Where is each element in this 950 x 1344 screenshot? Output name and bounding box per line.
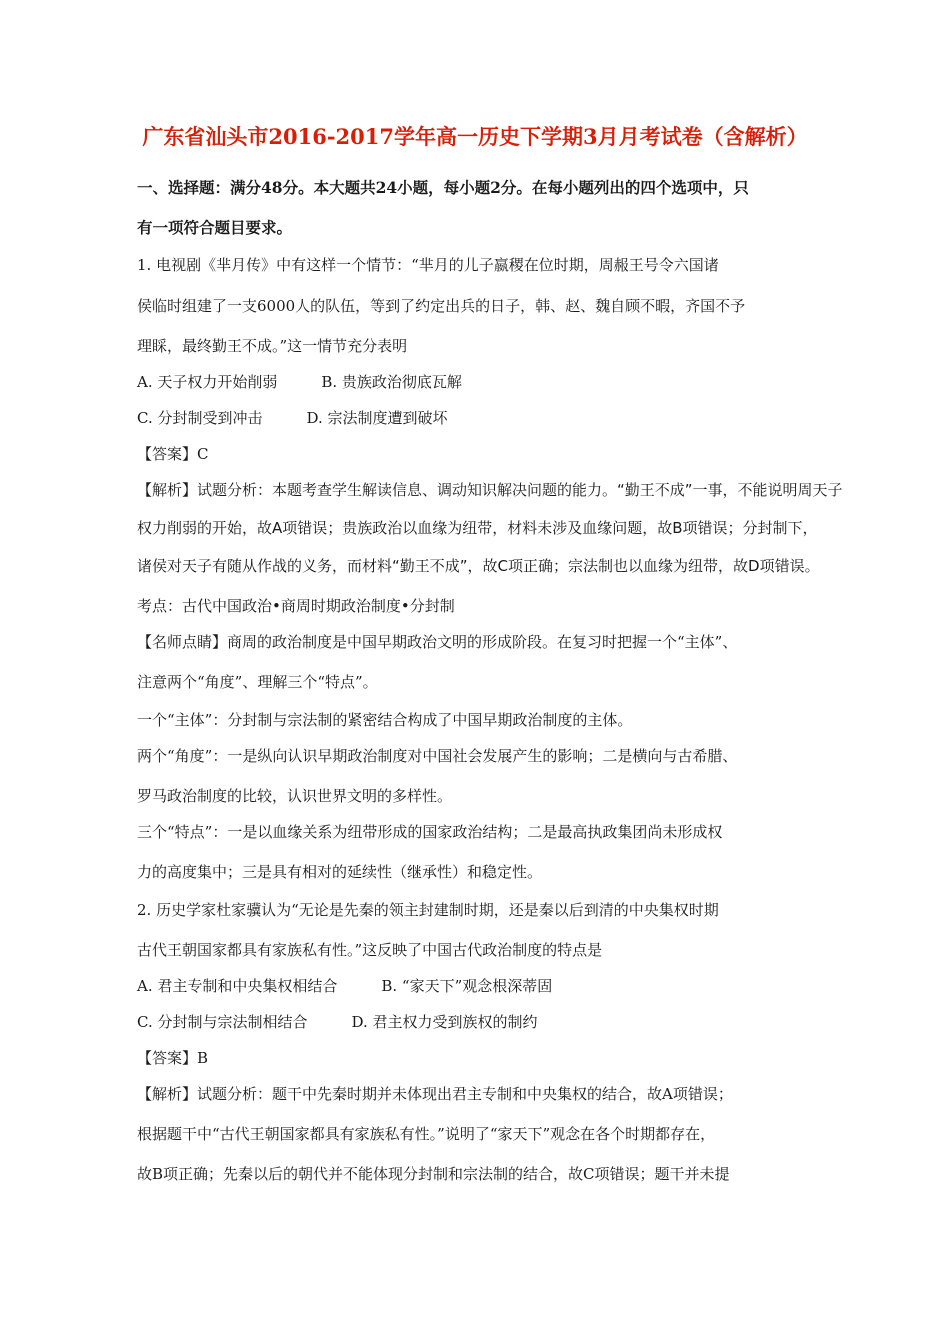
q2-stem-line-2: 古代王朝国家都具有家族私有性。”这反映了中国古代政治制度的特点是: [137, 941, 603, 959]
q2-option-c: C. 分封制与宗法制相结合: [137, 1013, 308, 1031]
q2-analysis-line-3: 故B项正确；先秦以后的朝代并不能体现分封制和宗法制的结合，故C项错误；题干并未提: [137, 1165, 730, 1183]
section-heading-line-1: 一、选择题：满分48分。本大题共24小题，每小题2分。在每小题列出的四个选项中，只: [137, 178, 749, 197]
q1-tips-line-5: 罗马政治制度的比较，认识世界文明的多样性。: [137, 787, 453, 805]
q1-stem-line-3: 理睬，最终勤王不成。”这一情节充分表明: [137, 337, 408, 355]
q1-tips-line-7: 力的高度集中；三是具有相对的延续性（继承性）和稳定性。: [137, 863, 543, 881]
q2-option-a: A. 君主专制和中央集权相结合: [137, 977, 338, 995]
q1-analysis-line-2: 权力削弱的开始，故A项错误；贵族政治以血缘为纽带，材料未涉及血缘问题，故B项错误；分封制下，: [137, 519, 818, 537]
q1-option-a: A. 天子权力开始削弱: [137, 373, 278, 391]
q1-stem-line-2: 侯临时组建了一支6000人的队伍，等到了约定出兵的日子，韩、赵、魏自顾不暇，齐国不予: [137, 297, 746, 315]
q1-analysis-line-3: 诸侯对天子有随从作战的义务，而材料“勤王不成”，故C项正确；宗法制也以血缘为纽带，故D项错误。: [137, 557, 820, 575]
q1-kaodian: 考点：古代中国政治•商周时期政治制度•分封制: [137, 597, 455, 615]
document-title: 广东省汕头市2016-2017学年高一历史下学期3月月考试卷（含解析）: [142, 124, 808, 149]
q1-tips-line-4: 两个“角度”：一是纵向认识早期政治制度对中国社会发展产生的影响；二是横向与古希腊、: [137, 747, 738, 765]
q2-stem-line-1: 2. 历史学家杜家骥认为“无论是先秦的领主封建制时期，还是秦以后到清的中央集权时期: [137, 901, 719, 919]
q2-answer: 【答案】B: [137, 1049, 209, 1067]
q1-tips-line-2: 注意两个“角度”、理解三个“特点”。: [137, 673, 378, 691]
q1-analysis-line-1: 【解析】试题分析：本题考查学生解读信息、调动知识解决问题的能力。“勤王不成”一事，不能说明周天子: [137, 481, 843, 499]
q2-options-row-2: [137, 1012, 538, 1032]
q2-analysis-line-1: 【解析】试题分析：题干中先秦时期并未体现出君主专制和中央集权的结合，故A项错误；: [137, 1085, 733, 1103]
q2-option-d: D. 君主权力受到族权的制约: [351, 1013, 538, 1031]
q1-stem-line-1: 1. 电视剧《芈月传》中有这样一个情节：“芈月的儿子嬴稷在位时期，周赧王号令六国诸: [137, 256, 719, 274]
q1-answer: 【答案】C: [137, 445, 209, 463]
q1-option-b: B. 贵族政治彻底瓦解: [321, 373, 462, 391]
q2-option-b: B. “家天下”观念根深蒂固: [381, 977, 553, 995]
q1-options-row-1: [137, 372, 462, 392]
q2-options-row-1: [137, 976, 552, 996]
section-heading-line-2: 有一项符合题目要求。: [137, 218, 293, 237]
q1-tips-line-6: 三个“特点”：一是以血缘关系为纽带形成的国家政治结构；二是最高执政集团尚未形成权: [137, 823, 723, 841]
q1-option-d: D. 宗法制度遭到破坏: [306, 409, 448, 427]
q1-options-row-2: [137, 408, 448, 428]
q1-tips-line-1: 【名师点睛】商周的政治制度是中国早期政治文明的形成阶段。在复习时把握一个“主体”、: [137, 633, 738, 651]
q2-analysis-line-2: 根据题干中“古代王朝国家都具有家族私有性。”说明了“家天下”观念在各个时期都存在，: [137, 1125, 716, 1143]
q1-tips-line-3: 一个“主体”：分封制与宗法制的紧密结合构成了中国早期政治制度的主体。: [137, 711, 633, 729]
q1-option-c: C. 分封制受到冲击: [137, 409, 263, 427]
